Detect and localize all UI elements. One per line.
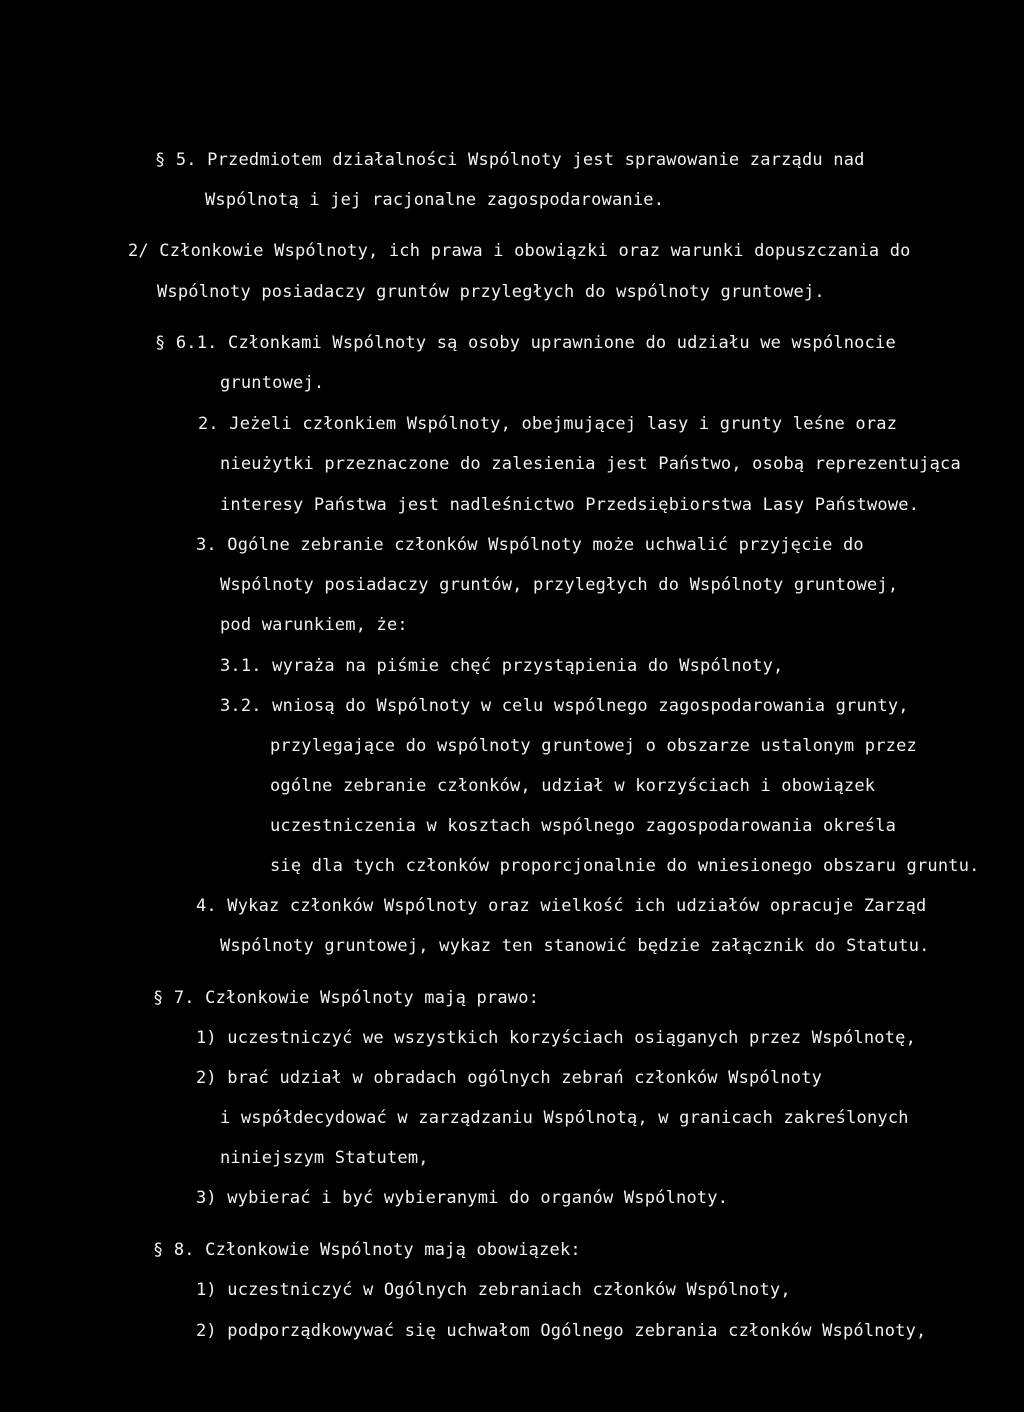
paragraph-5-line-1: § 5. Przedmiotem działalności Wspólnoty jest sprawowanie zarządu nad — [155, 150, 865, 170]
paragraph-6-3-1: 3.1. wyraża na piśmie chęć przystąpienia do Wspólnoty, — [220, 656, 784, 676]
paragraph-6-3-line-2: Wspólnoty posiadaczy gruntów, przyległych do Wspólnoty gruntowej, — [220, 575, 899, 595]
paragraph-6-3-2-line-1: 3.2. wniosą do Wspólnoty w celu wspólnego zagospodarowania grunty, — [220, 696, 909, 716]
paragraph-7-heading: § 7. Członkowie Wspólnoty mają prawo: — [153, 988, 540, 1008]
paragraph-6-1-line-1: § 6.1. Członkami Wspólnoty są osoby uprawnione do udziału we wspólnocie — [155, 333, 896, 353]
paragraph-6-1-line-2: gruntowej. — [220, 373, 325, 393]
paragraph-8-item-1: 1) uczestniczyć w Ogólnych zebraniach członków Wspólnoty, — [196, 1280, 791, 1300]
paragraph-6-3-2-line-3: ogólne zebranie członków, udział w korzyściach i obowiązek — [270, 776, 876, 796]
paragraph-6-3-line-3: pod warunkiem, że: — [220, 615, 408, 635]
paragraph-7-item-2-line-2: i współdecydować w zarządzaniu Wspólnotą, w granicach zakreślonych — [220, 1108, 909, 1128]
paragraph-8-heading: § 8. Członkowie Wspólnoty mają obowiązek: — [153, 1240, 581, 1260]
paragraph-6-4-line-2: Wspólnoty gruntowej, wykaz ten stanowić będzie załącznik do Statutu. — [220, 936, 930, 956]
paragraph-6-2-line-3: interesy Państwa jest nadleśnictwo Przedsiębiorstwa Lasy Państwowe. — [220, 495, 920, 515]
paragraph-7-item-2-line-1: 2) brać udział w obradach ogólnych zebrań członków Wspólnoty — [196, 1068, 823, 1088]
paragraph-6-4-line-1: 4. Wykaz członków Wspólnoty oraz wielkość ich udziałów opracuje Zarząd — [196, 896, 927, 916]
section-2-heading-line-2: Wspólnoty posiadaczy gruntów przyległych do wspólnoty gruntowej. — [157, 282, 825, 302]
paragraph-8-item-2: 2) podporządkowywać się uchwałom Ogólnego zebrania członków Wspólnoty, — [196, 1321, 927, 1341]
paragraph-6-3-2-line-4: uczestniczenia w kosztach wspólnego zagospodarowania określa — [270, 816, 897, 836]
paragraph-6-3-line-1: 3. Ogólne zebranie członków Wspólnoty może uchwalić przyjęcie do — [196, 535, 864, 555]
paragraph-5-line-2: Wspólnotą i jej racjonalne zagospodarowanie. — [205, 190, 665, 210]
paragraph-6-2-line-2: nieużytki przeznaczone do zalesienia jest Państwo, osobą reprezentująca — [220, 454, 961, 474]
paragraph-6-3-2-line-5: się dla tych członków proporcjonalnie do wniesionego obszaru gruntu. — [270, 856, 980, 876]
paragraph-7-item-1: 1) uczestniczyć we wszystkich korzyściach osiąganych przez Wspólnotę, — [196, 1028, 917, 1048]
paragraph-6-3-2-line-2: przylegające do wspólnoty gruntowej o obszarze ustalonym przez — [270, 736, 917, 756]
paragraph-7-item-3: 3) wybierać i być wybieranymi do organów Wspólnoty. — [196, 1188, 729, 1208]
section-2-heading-line-1: 2/ Członkowie Wspólnoty, ich prawa i obowiązki oraz warunki dopuszczania do — [128, 241, 911, 261]
paragraph-7-item-2-line-3: niniejszym Statutem, — [220, 1148, 429, 1168]
paragraph-6-2-line-1: 2. Jeżeli członkiem Wspólnoty, obejmującej lasy i grunty leśne oraz — [198, 414, 898, 434]
